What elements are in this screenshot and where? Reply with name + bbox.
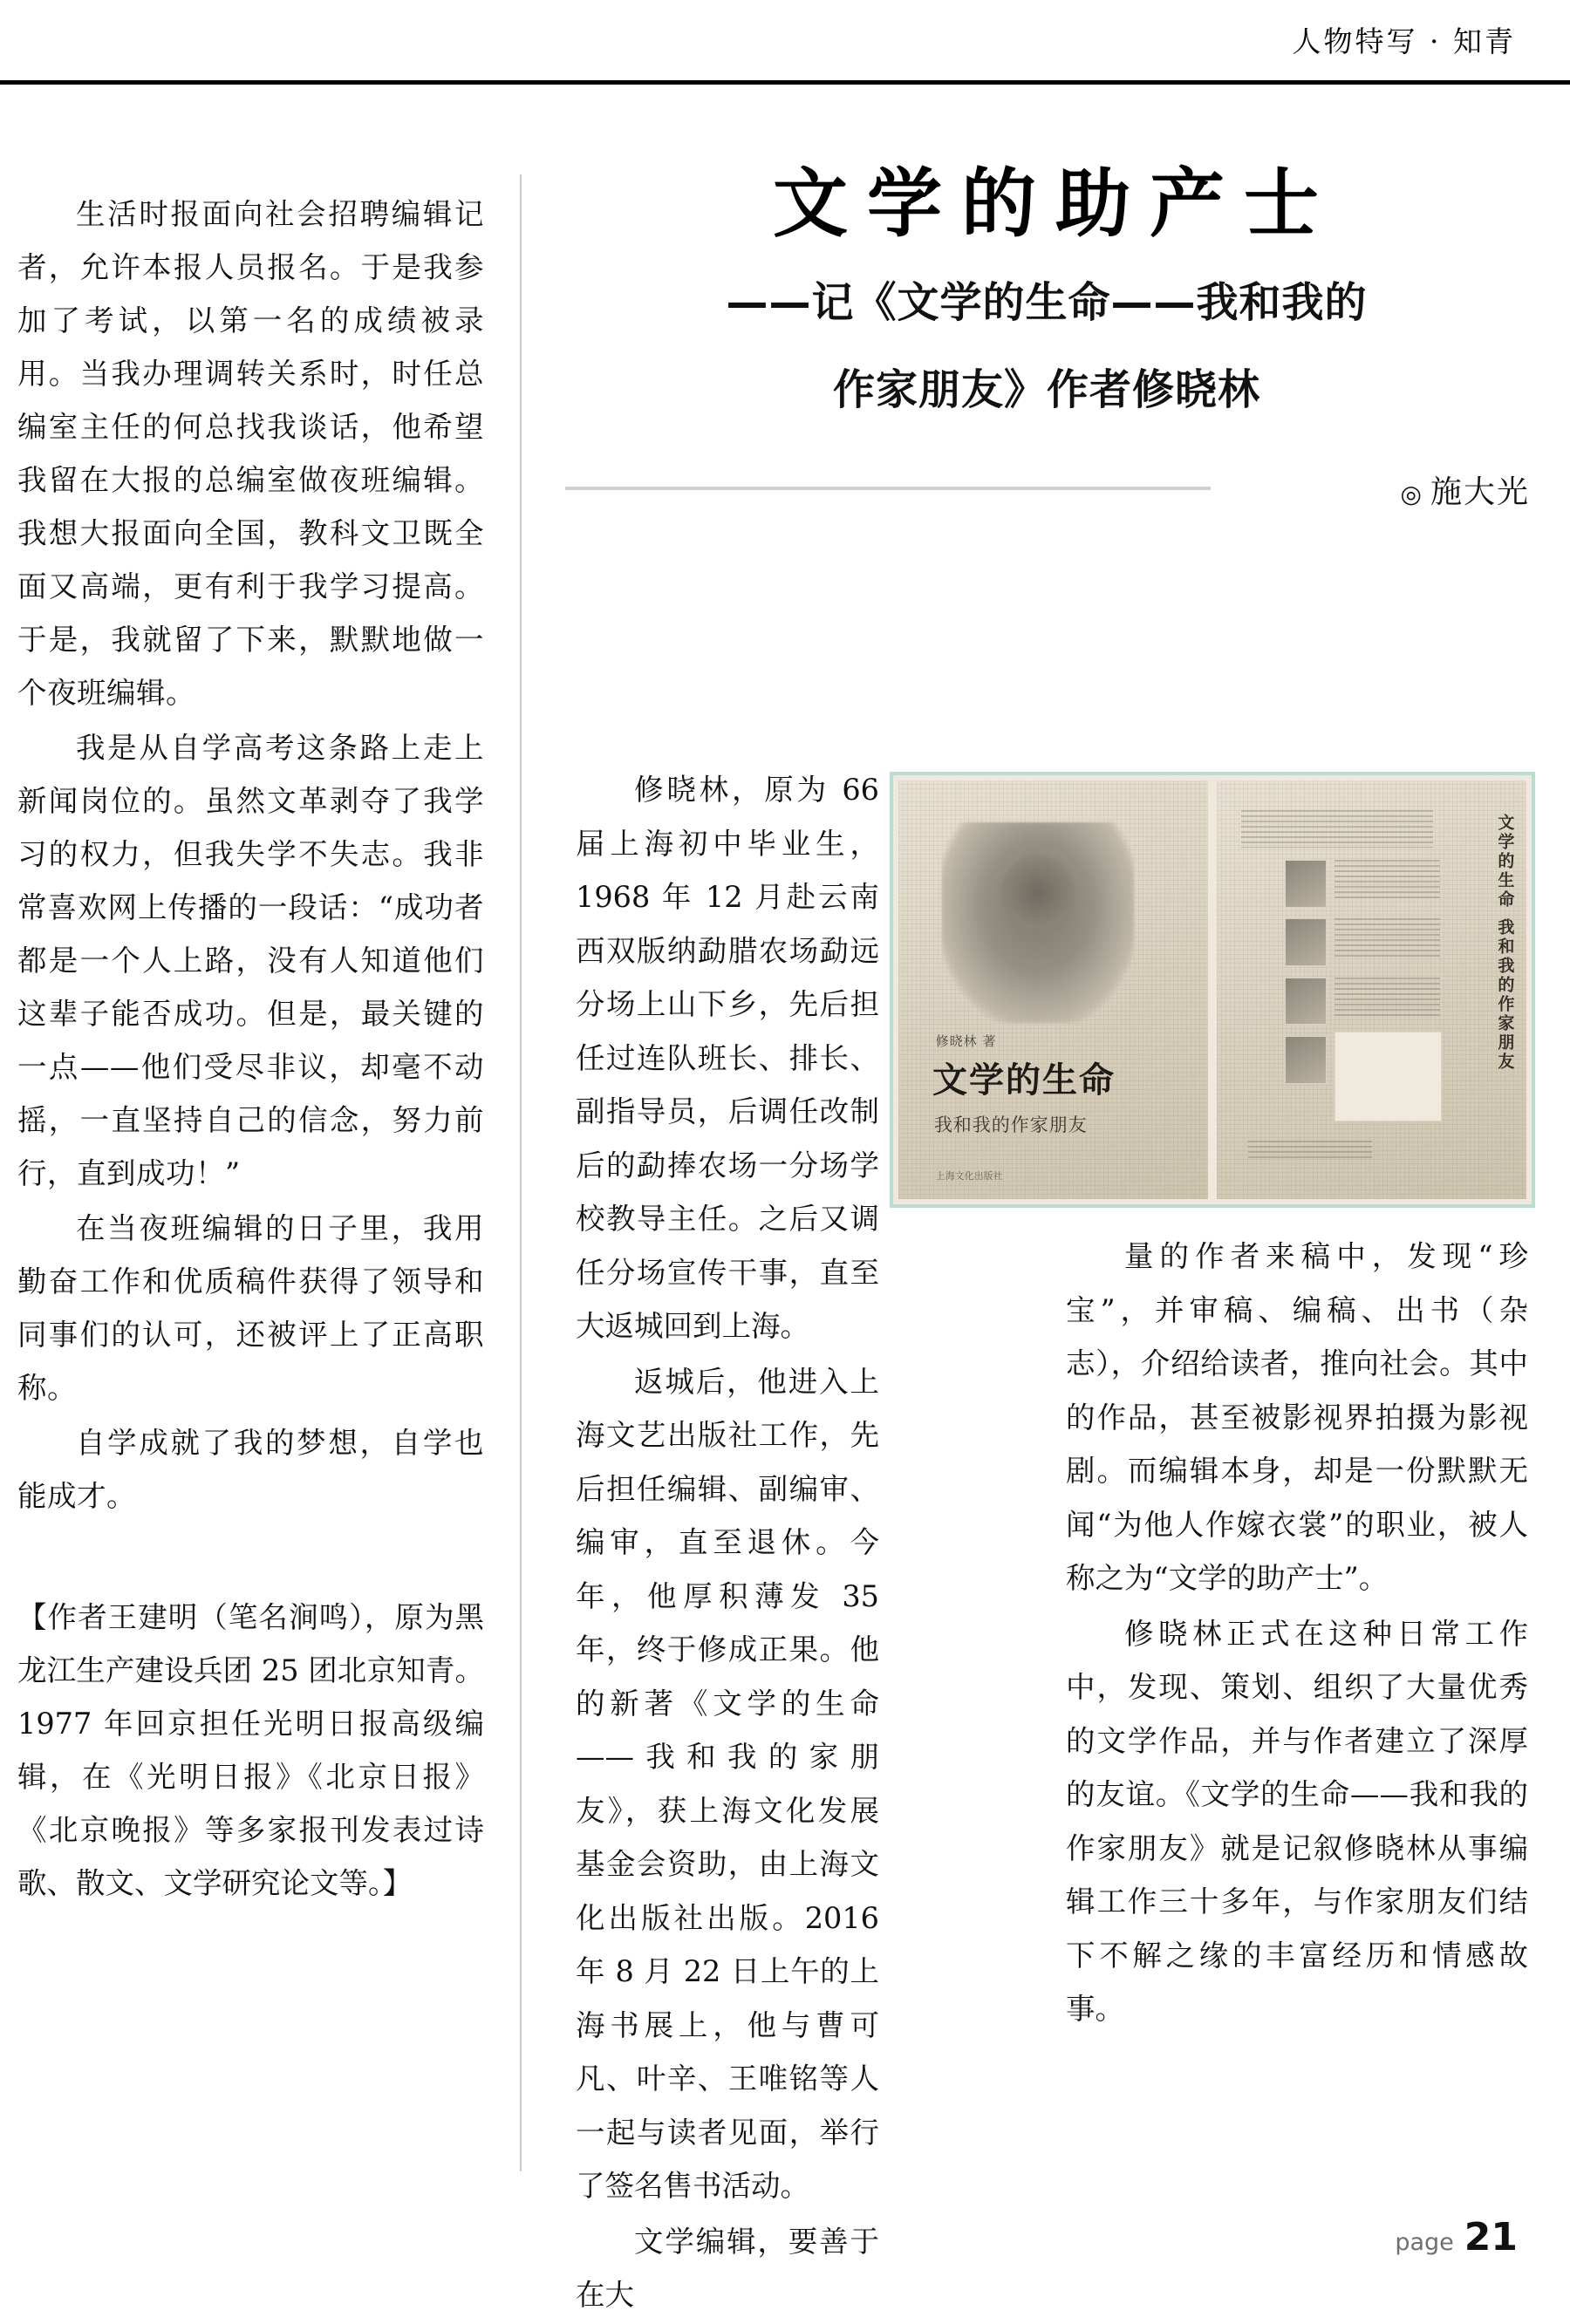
header-divider — [0, 80, 1570, 85]
book-inside-page-image — [1217, 780, 1526, 1199]
page-photo-thumb — [1285, 978, 1327, 1026]
book-cover-subtitle: 我和我的作家朋友 — [933, 1114, 1088, 1136]
paragraph: 修晓林，原为 66 届上海初中毕业生，1968 年 12 月赴云南西双版纳勐腊农场勐远分场上山下乡，先后担任过连队班长、排长、副指导员，后调任改制后的勐捧农场一分场学校教导主任。之后又调任分场宣传干事，直至大返城回到上海。 — [576, 773, 879, 1343]
author-note — [17, 1591, 484, 1910]
page-blank-block — [1334, 1032, 1442, 1121]
book-cover-title: 文学的生命 — [932, 1060, 1116, 1101]
page-photo-thumb — [1285, 918, 1327, 966]
page-header — [0, 0, 1570, 84]
author-note-text: 【作者王建明（笔名涧鸣），原为黑龙江生产建设兵团 25 团北京知青。1977 年回京担任光明日报高级编辑，在《光明日报》《北京日报》《北京晚报》等多家报刊发表过诗歌、散文、文学研究论文等。】 — [17, 1600, 484, 1900]
byline-author: 施大光 — [1430, 474, 1530, 510]
paragraph: 生活时报面向社会招聘编辑记者，允许本报人员报名。于是我参加了考试，以第一名的成绩被录用。当我办理调转关系时，时任总编室主任的何总找我谈话，他希望我留在大报的总编室做夜班编辑。我想大报面向全国，教科文卫既全面又高端，更有利于我学习提高。于是，我就留了下来，默默地做一个夜班编辑。 — [17, 197, 484, 710]
paragraph: 返城后，他进入上海文艺出版社工作，先后担任编辑、副编审、编审，直至退休。今年，他厚积薄发 35 年，终于修成正果。他的新著《文学的生命——我和我的家朋友》，获上海文化发展基金会资助，由上海文化出版社出版。2016 年 8 月 22 日上午的上海书展上，他与曹可凡、叶辛、王唯铭等人一起与读者见面，举行了签名售书活动。 — [576, 1364, 879, 2203]
byline-row — [558, 467, 1535, 510]
page-footer — [1395, 2215, 1518, 2259]
page-text-block — [1334, 860, 1440, 902]
left-text-column — [0, 187, 493, 1912]
byline-mark-icon: ◎ — [1400, 479, 1423, 508]
column-divider — [520, 174, 522, 2171]
article-title-block — [558, 160, 1535, 510]
paragraph: 自学成就了我的梦想，自学也能成才。 — [17, 1426, 484, 1513]
byline-rule — [565, 487, 1211, 490]
subtitle-line-1: ——记《文学的生命——我和我的 — [726, 277, 1368, 327]
paragraph: 修晓林正式在这种日常工作中，发现、策划、组织了大量优秀的文学作品，并与作者建立了深厚的友谊。《文学的生命——我和我的作家朋友》就是记叙修晓林从事编辑工作三十多年，与作家朋友们结下不解之缘的丰富经历和情感故事。 — [1066, 1616, 1528, 2026]
byline — [1401, 467, 1530, 512]
book-cover-image — [898, 780, 1208, 1199]
page-text-block — [1241, 810, 1433, 848]
page-photo-thumb — [1285, 860, 1327, 908]
page-photo-thumb — [1285, 1036, 1327, 1084]
subtitle-line-2: 作家朋友》作者修晓林 — [832, 365, 1260, 414]
paragraph: 文学编辑，要善于在大 — [576, 2224, 879, 2312]
page-title: 文学的助产士 — [773, 160, 1338, 248]
page-text-block — [1248, 1141, 1372, 1162]
paragraph: 量的作者来稿中，发现“珍宝”，并审稿、编稿、出书（杂志），介绍给读者，推向社会。其中的作品，甚至被影视界拍摄为影视剧。而编辑本身，却是一份默默无闻“为他人作嫁衣裳”的职业，被人称之为“文学的助产士”。 — [1066, 1239, 1528, 1595]
page-label: page — [1395, 2229, 1454, 2256]
paragraph: 在当夜班编辑的日子里，我用勤奋工作和优质稿件获得了领导和同事们的认可，还被评上了正高职称。 — [17, 1211, 484, 1405]
book-publisher: 上海文化出版社 — [935, 1169, 1003, 1182]
book-page-spine-text: 文学的生命 我和我的作家朋友 — [1495, 814, 1515, 1073]
page-text-block — [1334, 918, 1440, 960]
section-title: 人物特写 · 知青 — [1292, 24, 1516, 58]
book-cover-author: 修晓林 著 — [935, 1033, 997, 1049]
page-text-block — [1334, 978, 1440, 1019]
main-text-column-b — [1066, 1230, 1528, 2038]
book-photo-inner — [898, 780, 1526, 1199]
page-number: 21 — [1464, 2215, 1518, 2259]
book-photo — [890, 772, 1535, 1208]
portrait-photo — [942, 822, 1134, 1023]
main-text-column-a — [576, 763, 879, 2324]
paragraph: 我是从自学高考这条路上走上新闻岗位的。虽然文革剥夺了我学习的权力，但我失学不失志。我非常喜欢网上传播的一段话：“成功者都是一个人上路，没有人知道他们这辈子能否成功。但是，最关键的一点——他们受尽非议，却毫不动摇，一直坚持自己的信念，努力前行，直到成功！” — [17, 731, 484, 1190]
